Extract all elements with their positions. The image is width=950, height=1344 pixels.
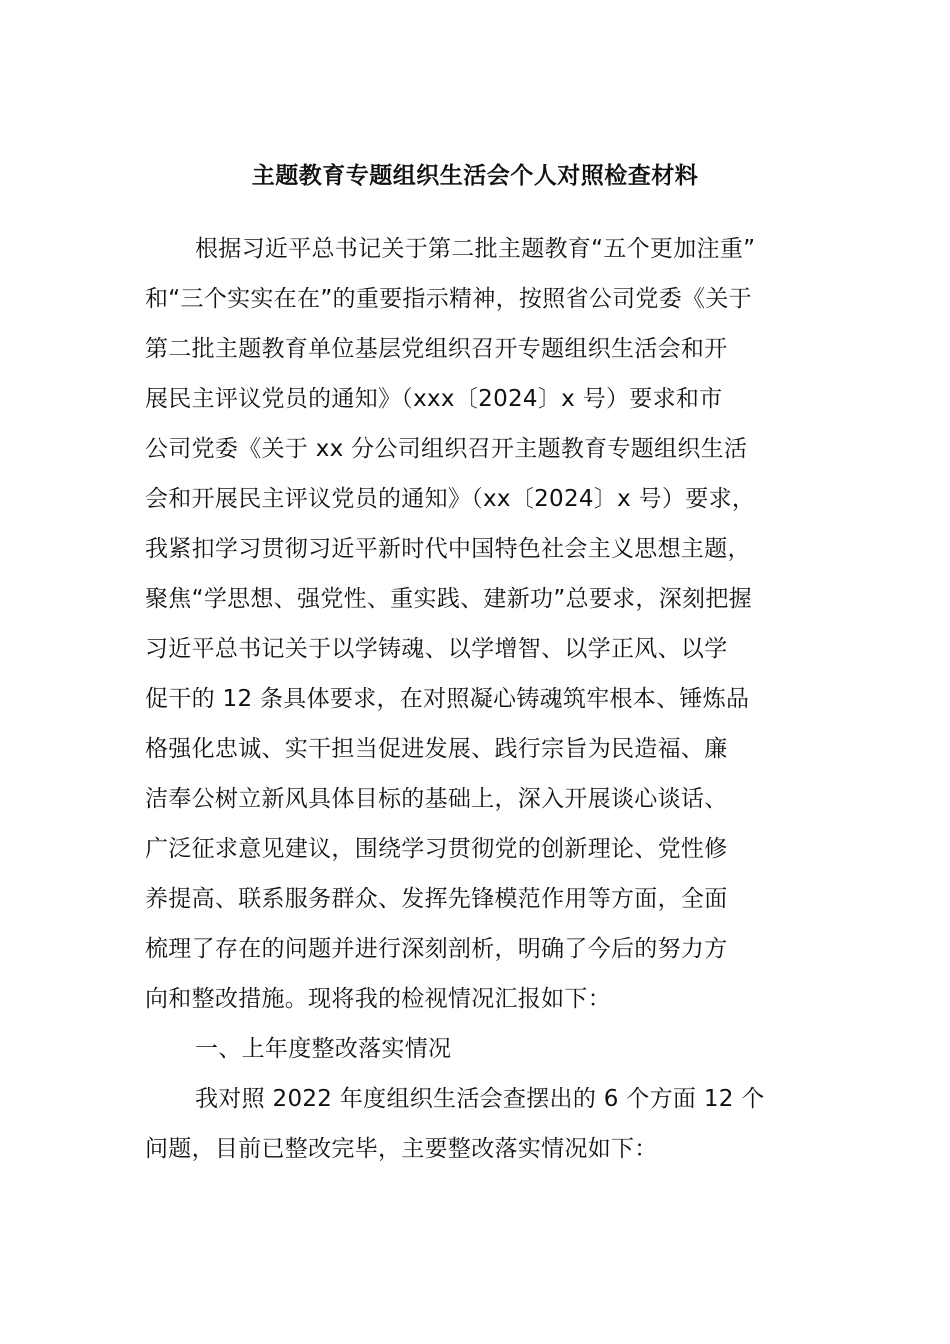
paragraph-line: 我紧扣学习贯彻习近平新时代中国特色社会主义思想主题，: [145, 536, 751, 562]
paragraph-line: 向和整改措施。现将我的检视情况汇报如下：: [145, 986, 611, 1012]
section-heading: 一、上年度整改落实情况: [195, 1036, 452, 1062]
paragraph-line: 梳理了存在的问题并进行深刻剖析，明确了今后的努力方: [145, 936, 728, 962]
paragraph-line: 问题，目前已整改完毕，主要整改落实情况如下：: [145, 1136, 658, 1162]
paragraph-line: 养提高、联系服务群众、发挥先锋模范作用等方面，全面: [145, 886, 728, 912]
paragraph-line: 习近平总书记关于以学铸魂、以学增智、以学正风、以学: [145, 636, 728, 662]
paragraph-line: 聚焦“学思想、强党性、重实践、建新功”总要求，深刻把握: [145, 586, 752, 612]
paragraph-line: 洁奉公树立新风具体目标的基础上，深入开展谈心谈话、: [145, 786, 728, 812]
paragraph-line: 促干的 12 条具体要求，在对照凝心铸魂筑牢根本、锤炼品: [145, 686, 750, 712]
paragraph-line: 展民主评议党员的通知》（xxx〔2024〕x 号）要求和市: [145, 386, 723, 412]
paragraph-line: 格强化忠诚、实干担当促进发展、践行宗旨为民造福、廉: [145, 736, 728, 762]
paragraph-line: 第二批主题教育单位基层党组织召开专题组织生活会和开: [145, 336, 728, 362]
paragraph-line: 和“三个实实在在”的重要指示精神，按照省公司党委《关于: [145, 286, 752, 312]
paragraph-line: 公司党委《关于 xx 分公司组织召开主题教育专题组织生活: [145, 436, 748, 462]
document-title: 主题教育专题组织生活会个人对照检查材料: [251, 163, 699, 189]
paragraph-line: 根据习近平总书记关于第二批主题教育“五个更加注重”: [195, 236, 756, 262]
paragraph-line: 我对照 2022 年度组织生活会查摆出的 6 个方面 12 个: [195, 1086, 765, 1112]
paragraph-line: 广泛征求意见建议，围绕学习贯彻党的创新理论、党性修: [145, 836, 728, 862]
paragraph-line: 会和开展民主评议党员的通知》（xx〔2024〕x 号）要求，: [145, 486, 756, 512]
